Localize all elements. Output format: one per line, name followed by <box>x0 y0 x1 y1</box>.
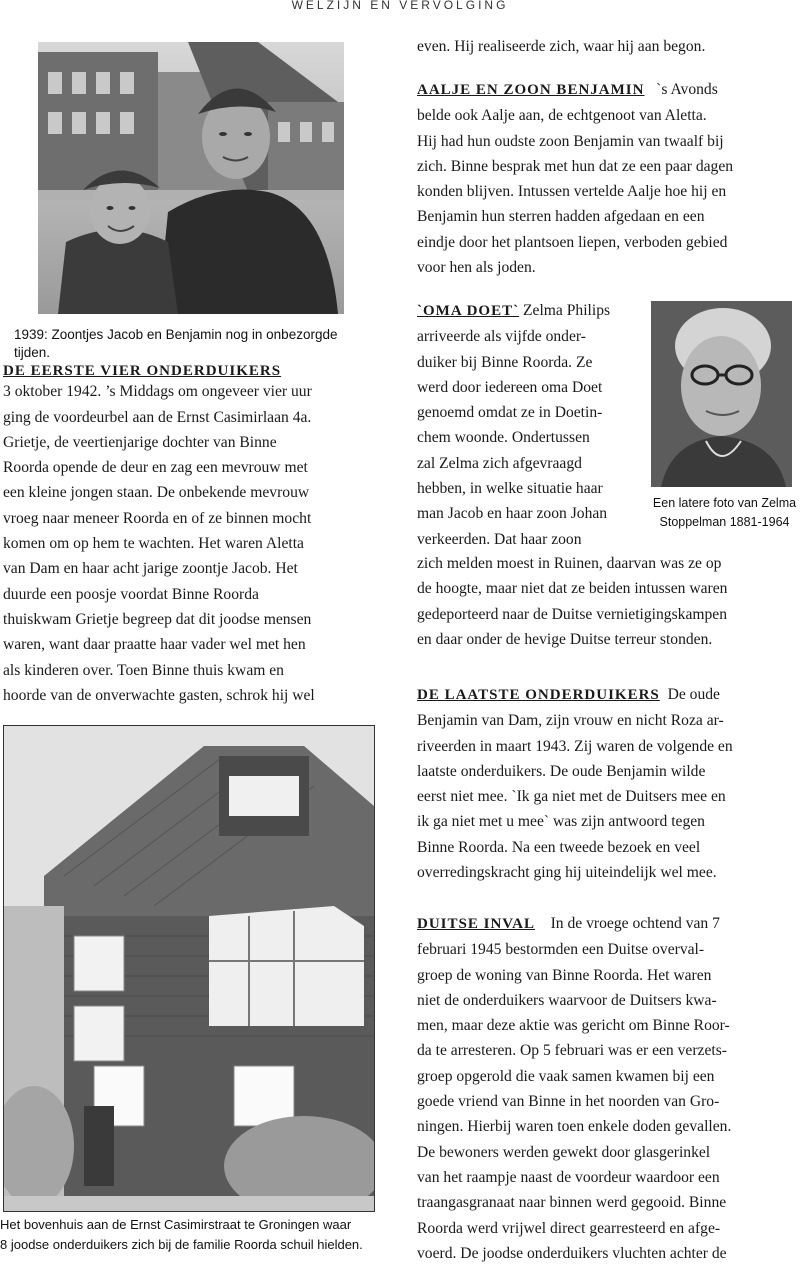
text-line: Hij had hun oudste zoon Benjamin van twaalf bij <box>417 132 724 150</box>
section-heading: DE EERSTE VIER ONDERDUIKERS <box>3 363 282 379</box>
text-line: zich. Binne besprak met hun dat ze een paar dagen <box>417 157 734 175</box>
text-line: als kinderen over. Toen Binne thuis kwam en <box>3 661 284 679</box>
text-line: en daar onder de hevige Duitse terreur stonden. <box>417 630 713 648</box>
text-line: ik ga niet met u mee` was zijn antwoord tegen <box>417 813 705 831</box>
house-photo <box>3 725 375 1212</box>
text-line: Roorda opende de deur en zag een mevrouw met <box>3 459 308 477</box>
section-aalje <box>417 77 797 280</box>
house-photo-caption <box>0 1215 380 1255</box>
text-line: Grietje, de veertienjarige dochter van Binne <box>3 433 277 451</box>
text-line: Benjamin hun sterren hadden afgedaan en een <box>417 208 705 226</box>
text-line: genoemd omdat ze in Doetin- <box>417 404 603 422</box>
text-line: overredingskracht ging hij uiteindelijk wel mee. <box>417 864 717 882</box>
text-line: De bewoners werden gewekt door glasgerinkel <box>417 1143 711 1161</box>
text-line: arriveerde als vijfde onder- <box>417 328 586 346</box>
section-oma-doet-wide <box>417 551 797 652</box>
section-heading: DUITSE INVAL <box>417 916 536 932</box>
text-line: riveerden in maart 1943. Zij waren de volgende en <box>417 737 733 755</box>
text-line: Roorda werd vrijwel direct gearresteerd en afge- <box>417 1219 721 1237</box>
boys-photo <box>38 42 344 314</box>
text-line: waren, want daar praatte haar vader wel met hen <box>3 636 306 654</box>
heading-line-text: In de vroege ochtend van 7 <box>550 915 720 932</box>
caption-line: 8 joodse onderduikers zich bij de familie Roorda schuil hielden. <box>0 1237 363 1252</box>
heading-line-text: Zelma Philips <box>523 302 611 319</box>
text-line: 3 oktober 1942. ’s Middags om ongeveer vier uur <box>3 383 312 401</box>
text-line: komen om op hem te wachten. Het waren Aletta <box>3 535 304 553</box>
text-line: eerst niet mee. `Ik ga niet met de Duitsers mee en <box>417 788 726 806</box>
heading-line-text: De oude <box>667 686 720 703</box>
text-line: voerd. De joodse onderduikers vluchten achter de <box>417 1244 727 1262</box>
section-body <box>417 324 649 552</box>
text-line: laatste onderduikers. De oude Benjamin wilde <box>417 762 706 780</box>
text-line: vroeg naar meneer Roorda en of ze binnen mocht <box>3 509 312 527</box>
section-oma-doet <box>417 298 649 552</box>
section-first-line <box>417 77 797 103</box>
section-heading: DE LAATSTE ONDERDUIKERS <box>417 687 660 703</box>
section-body <box>417 937 797 1266</box>
section-first-four-hiders <box>3 359 375 708</box>
section-heading: `OMA DOET` <box>417 303 520 319</box>
caption-line: Een latere foto van Zelma <box>652 496 797 510</box>
text-line: van het raampje naast de voordeur waardoor een <box>417 1168 720 1186</box>
text-line: groep opgerold die vaak samen kwamen bij een <box>417 1067 715 1085</box>
text-line: man Jacob en haar zoon Johan <box>417 505 608 523</box>
text-line: Benjamin van Dam, zijn vrouw en nicht Roza ar- <box>417 712 724 730</box>
section-body <box>3 379 375 708</box>
section-body <box>417 103 797 280</box>
text-line: hoorde van de onverwachte gasten, schrok hij wel <box>3 686 315 704</box>
section-first-line <box>417 682 797 708</box>
text-line: groep de woning van Binne Roorda. Het waren <box>417 966 712 984</box>
text-line: thuiskwam Grietje begreep dat dit joodse mensen <box>3 610 312 628</box>
text-line: duurde een poosje voordat Binne Roorda <box>3 585 259 603</box>
section-first-line <box>417 911 797 937</box>
oma-doet-photo-caption <box>651 494 798 532</box>
text-line: van Dam en haar acht jarige zoontje Jacob. Het <box>3 560 298 578</box>
text-line: ningen. Hierbij waren toen enkele doden gevallen. <box>417 1118 732 1136</box>
oma-doet-photo <box>651 301 792 487</box>
caption-line: Stoppelman 1881-1964 <box>659 515 790 529</box>
text-line: niet de onderduikers waarvoor de Duitsers kwa- <box>417 991 717 1009</box>
text-line: ging de voordeurbel aan de Ernst Casimirlaan 4a. <box>3 408 312 426</box>
section-german-raid <box>417 911 797 1266</box>
caption-line: Het bovenhuis aan de Ernst Casimirstraat te Groningen waar <box>0 1217 352 1232</box>
text-line: de hoogte, maar niet dat ze beiden intussen waren <box>417 580 728 598</box>
text-line: gedeporteerd naar de Duitse vernietigingskampen <box>417 605 728 623</box>
text-line: verkeerden. Dat haar zoon <box>417 530 582 548</box>
section-heading: AALJE EN ZOON BENJAMIN <box>417 82 645 98</box>
text-line: werd door iedereen oma Doet <box>417 378 603 396</box>
text-line: belde ook Aalje aan, de echtgenoot van Aletta. <box>417 107 707 125</box>
text-line: goede vriend van Binne in het noorden van Gro- <box>417 1093 720 1111</box>
text-line: duiker bij Binne Roorda. Ze <box>417 353 593 371</box>
text-line: chem woonde. Ondertussen <box>417 429 590 447</box>
section-last-hiders <box>417 682 797 885</box>
text-line: zal Zelma zich afgevraagd <box>417 454 582 472</box>
running-header: WELZIJN EN VERVOLGING <box>291 0 509 12</box>
text-line: konden blijven. Intussen vertelde Aalje hoe hij en <box>417 183 727 201</box>
text-line: da te arresteren. Op 5 februari was er een verzets- <box>417 1042 727 1060</box>
text-line: men, maar deze aktie was gericht om Binne Roor- <box>417 1017 730 1035</box>
intro-line: even. Hij realiseerde zich, waar hij aan begon. <box>417 38 706 55</box>
text-line: Binne Roorda. Na een tweede bezoek en veel <box>417 838 701 856</box>
text-line: februari 1945 bestormden een Duitse overval- <box>417 941 705 959</box>
section-first-line <box>417 298 649 324</box>
boys-photo-caption: 1939: Zoontjes Jacob en Benjamin nog in onbezorgde tijden. <box>14 327 338 360</box>
text-line: eindje door het plantsoen liepen, verboden gebied <box>417 233 728 251</box>
heading-line-text: `s Avonds <box>656 81 718 98</box>
section-body <box>417 708 797 885</box>
text-line: traangasgranaat naar binnen werd gegooid. Binne <box>417 1194 727 1212</box>
text-line: zich melden moest in Ruinen, daarvan was ze op <box>417 555 722 572</box>
text-line: voor hen als joden. <box>417 259 536 277</box>
intro-continuation <box>417 34 797 59</box>
section-body <box>417 551 797 652</box>
text-line: een kleine jongen staan. De onbekende mevrouw <box>3 484 310 502</box>
text-line: hebben, in welke situatie haar <box>417 480 603 498</box>
